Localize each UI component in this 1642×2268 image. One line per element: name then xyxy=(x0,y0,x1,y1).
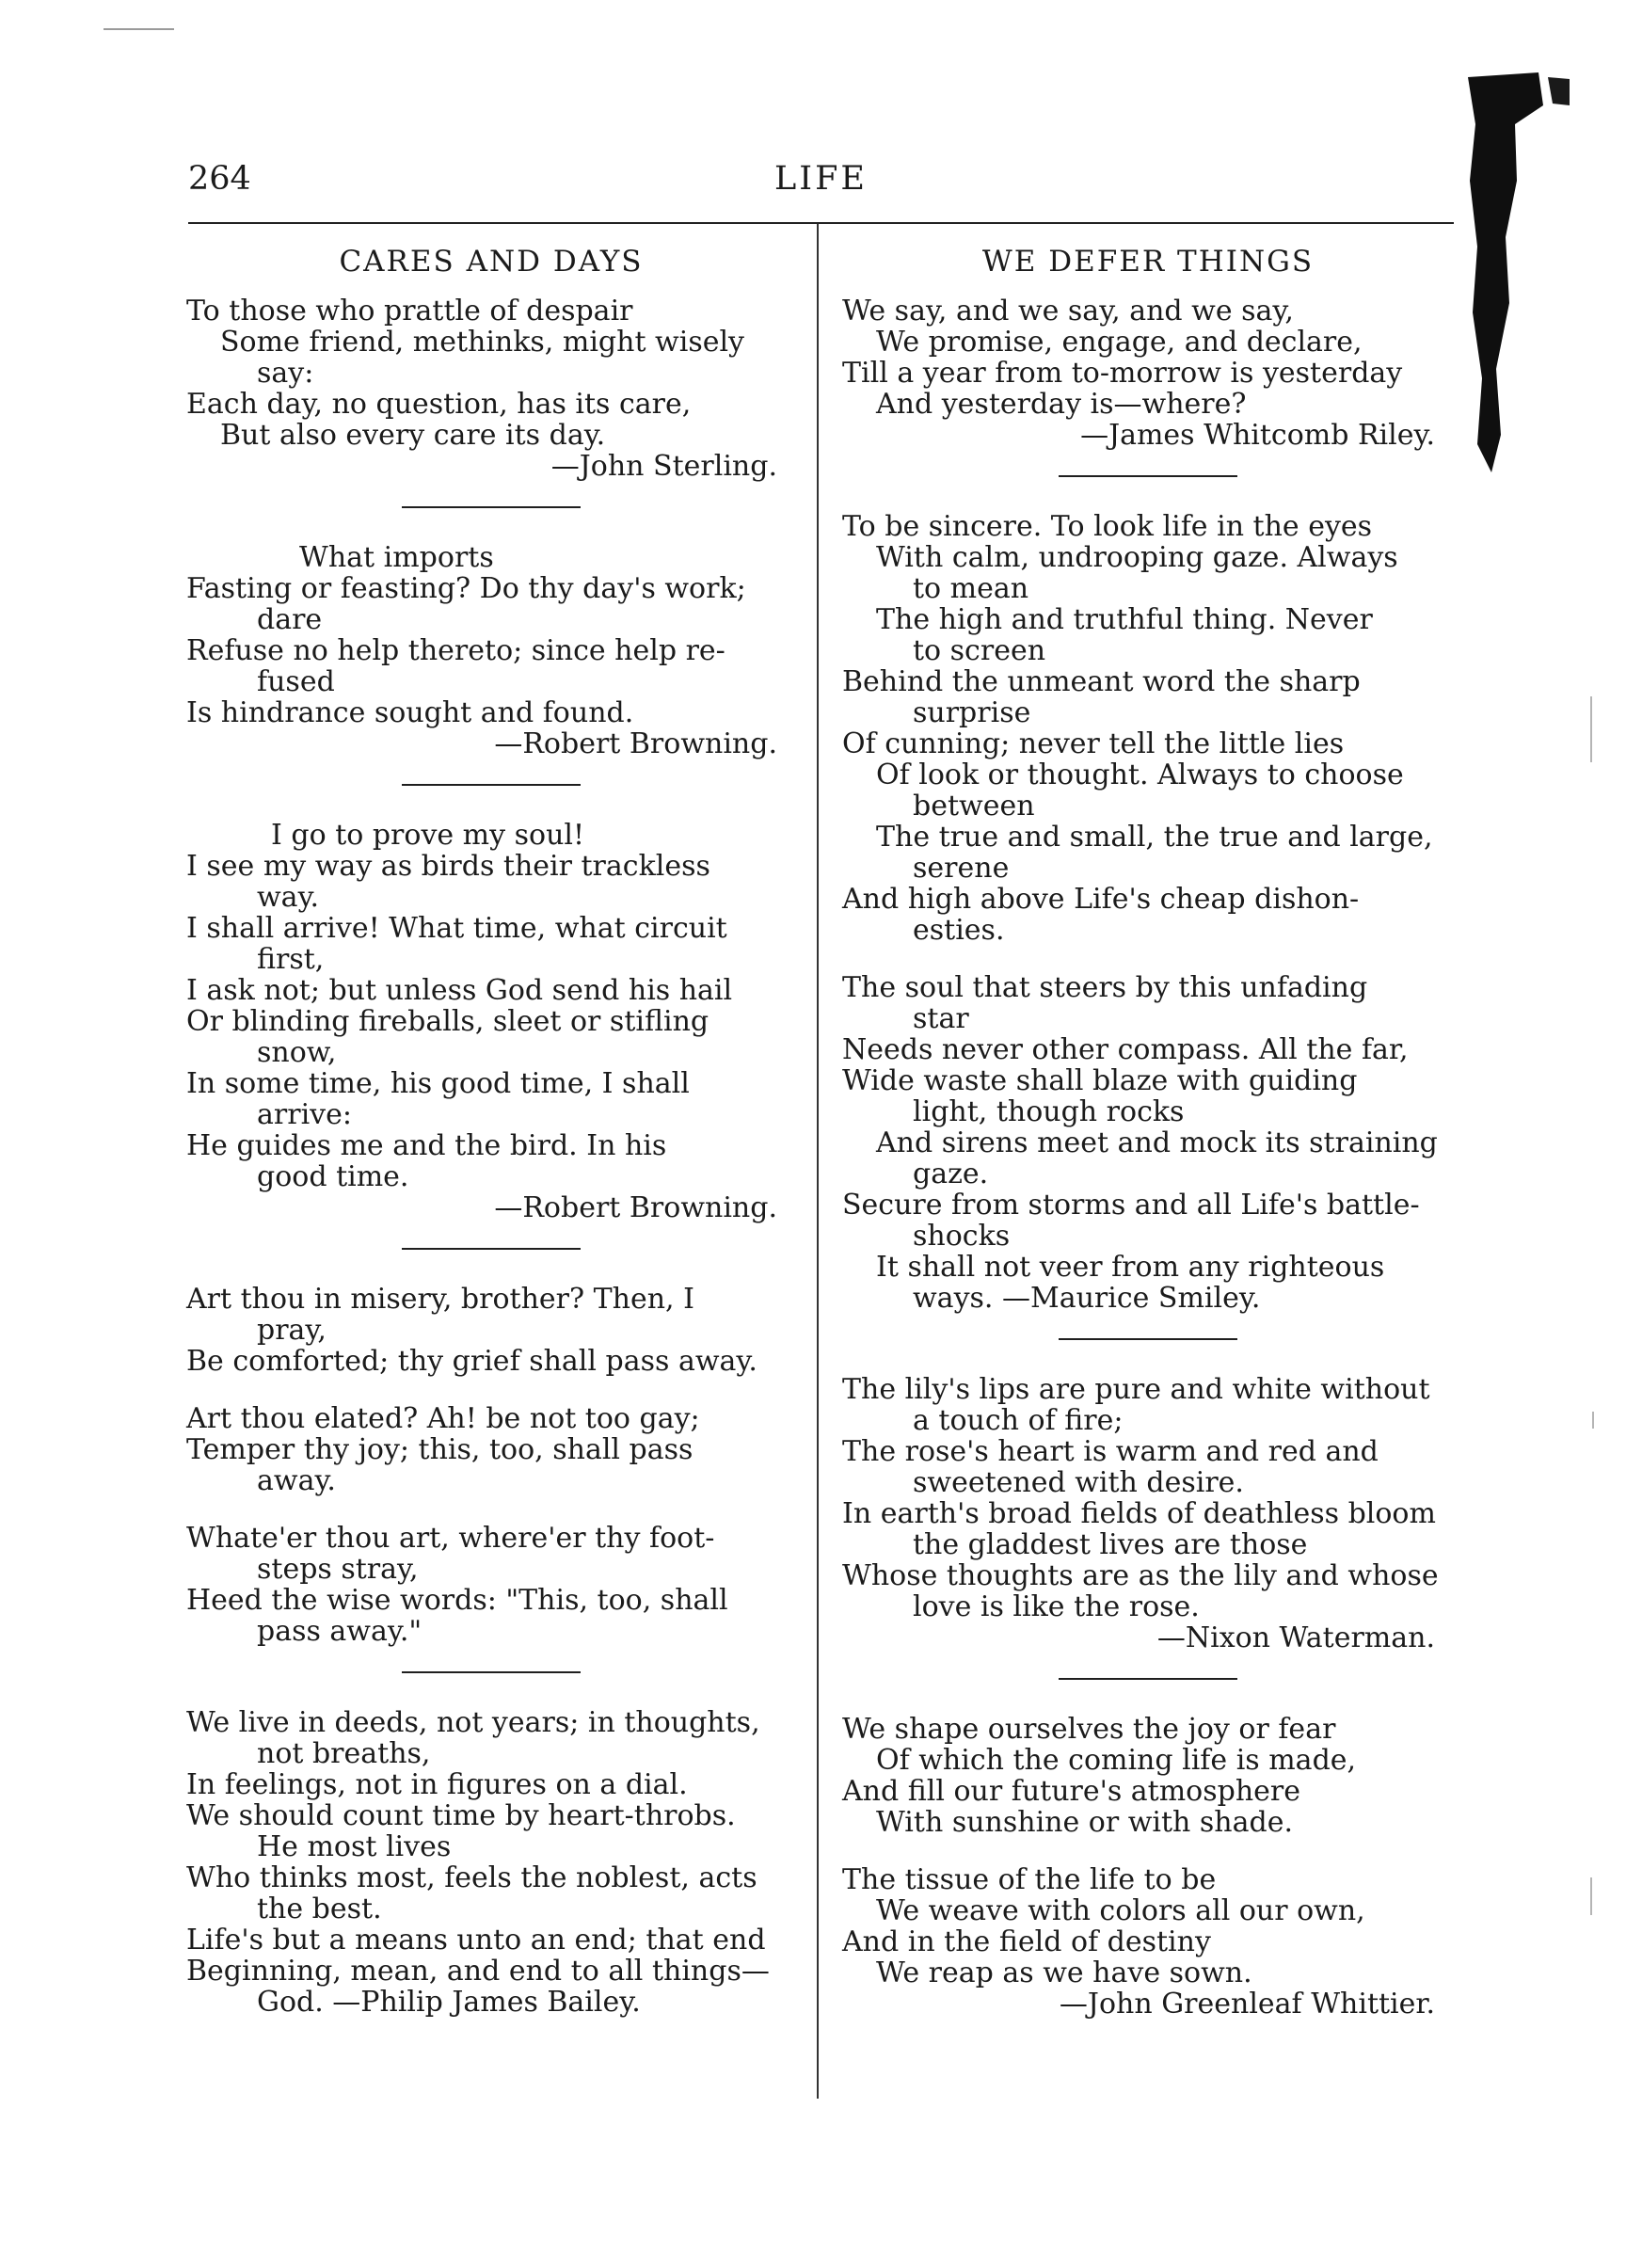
poem-line: Be comforted; thy grief shall pass away. xyxy=(186,1345,757,1378)
poem-line: Art thou in misery, brother? Then, I xyxy=(186,1283,694,1316)
poem-line: Is hindrance sought and found. xyxy=(186,696,634,729)
poem-line: In some time, his good time, I shall xyxy=(186,1067,690,1100)
poem-section xyxy=(186,820,796,1223)
stanza xyxy=(842,1714,1454,1838)
poem-section xyxy=(186,1284,796,1647)
poem-section xyxy=(186,245,796,482)
poem-line: In earth's broad fields of deathless bloom xyxy=(842,1497,1436,1530)
poem-line: arrive: xyxy=(257,1098,352,1131)
poem-line: We promise, engage, and declare, xyxy=(876,326,1363,359)
poem-line: a touch of fire; xyxy=(913,1404,1124,1437)
attribution: —John Sterling. xyxy=(550,450,777,483)
poem-line: Beginning, mean, and end to all things— xyxy=(186,1955,770,1988)
poem-line: Life's but a means unto an end; that end xyxy=(186,1924,766,1957)
stanza xyxy=(842,1864,1454,1988)
poem-line: And in the field of destiny xyxy=(842,1925,1211,1958)
poem-line: Whose thoughts are as the lily and whose xyxy=(842,1559,1439,1592)
section-heading: CARES AND DAYS xyxy=(339,245,644,279)
poem-line: pass away." xyxy=(257,1615,422,1648)
poem-line: say: xyxy=(257,357,314,390)
poem-line: I ask not; but unless God send his hail xyxy=(186,974,733,1007)
poem-line: Till a year from to-morrow is yesterday xyxy=(842,357,1403,390)
poem-line: God. —Philip James Bailey. xyxy=(257,1986,641,2019)
stanza xyxy=(186,1403,796,1496)
stanza-gap xyxy=(186,1496,796,1523)
page-header xyxy=(188,160,1454,216)
poem-line: star xyxy=(913,1002,969,1035)
margin-tick xyxy=(1592,1412,1594,1429)
poem-line: to screen xyxy=(913,634,1046,667)
poem-line: ways. —Maurice Smiley. xyxy=(913,1282,1261,1315)
section-heading: WE DEFER THINGS xyxy=(981,245,1315,279)
poem-line: Needs never other compass. All the far, xyxy=(842,1033,1409,1066)
section-separator xyxy=(402,506,581,508)
page-number: 264 xyxy=(188,160,251,198)
top-edge-line xyxy=(104,28,174,30)
poem-line: Temper thy joy; this, too, shall pass xyxy=(186,1433,693,1466)
section-separator xyxy=(402,784,581,786)
poem-line: We weave with colors all our own, xyxy=(876,1894,1365,1927)
poem-section xyxy=(842,1374,1454,1653)
poem-line: first, xyxy=(257,943,325,976)
stanza-gap xyxy=(186,1377,796,1403)
poem-line: serene xyxy=(913,852,1010,885)
poem-line: Of which the coming life is made, xyxy=(876,1744,1357,1777)
stanza xyxy=(186,542,796,728)
attribution: —Nixon Waterman. xyxy=(1156,1621,1435,1654)
left-column xyxy=(186,241,796,2018)
poem-line: esties. xyxy=(913,914,1005,947)
poem-section xyxy=(842,245,1454,451)
poem-line: And sirens meet and mock its straining xyxy=(876,1126,1438,1159)
poem-line: Heed the wise words: "This, too, shall xyxy=(186,1584,728,1617)
poem-line: the gladdest lives are those xyxy=(913,1528,1308,1561)
poem-line: pray, xyxy=(257,1314,327,1347)
poem-line: We live in deeds, not years; in thoughts, xyxy=(186,1706,760,1739)
poem-line: It shall not veer from any righteous xyxy=(876,1251,1385,1284)
stanza xyxy=(842,295,1454,420)
section-separator xyxy=(1059,1338,1237,1340)
stanza xyxy=(842,972,1454,1314)
section-separator xyxy=(402,1671,581,1673)
poem-line: We should count time by heart-throbs. xyxy=(186,1799,736,1832)
poem-line: And fill our future's atmosphere xyxy=(842,1775,1301,1808)
poem-line: The lily's lips are pure and white without xyxy=(842,1373,1430,1406)
poem-line: Or blinding fireballs, sleet or stifling xyxy=(186,1005,709,1038)
section-separator xyxy=(1059,475,1237,477)
column-divider xyxy=(817,224,819,2099)
poem-line: shocks xyxy=(913,1220,1011,1253)
poem-line: With sunshine or with shade. xyxy=(876,1806,1293,1839)
poem-line: The rose's heart is warm and red and xyxy=(842,1435,1379,1468)
running-title: LIFE xyxy=(774,160,868,198)
poem-line: light, though rocks xyxy=(913,1095,1185,1128)
stanza xyxy=(842,511,1454,946)
poem-line: gaze. xyxy=(913,1158,989,1190)
margin-tick xyxy=(1590,1877,1592,1915)
poem-line: With calm, undrooping gaze. Always xyxy=(876,541,1398,574)
right-column xyxy=(842,241,1454,2020)
poem-line: to mean xyxy=(913,572,1029,605)
poem-line: Some friend, methinks, might wisely xyxy=(220,326,745,359)
attribution: —James Whitcomb Riley. xyxy=(1080,419,1435,452)
poem-line: We say, and we say, and we say, xyxy=(842,295,1294,327)
poem-line: And yesterday is—where? xyxy=(876,388,1247,421)
poem-line: away. xyxy=(257,1464,336,1497)
poem-line: Fasting or feasting? Do thy day's work; xyxy=(186,572,746,605)
poem-line: And high above Life's cheap dishon- xyxy=(842,883,1360,916)
poem-line: The soul that steers by this unfading xyxy=(842,971,1368,1004)
poem-line: love is like the rose. xyxy=(913,1590,1200,1623)
stanza xyxy=(186,1707,796,2018)
poem-line: Behind the unmeant word the sharp xyxy=(842,665,1361,698)
stanza xyxy=(186,820,796,1192)
poem-section xyxy=(842,511,1454,1314)
poem-line: We reap as we have sown. xyxy=(876,1957,1252,1989)
poem-line: snow, xyxy=(257,1036,337,1069)
poem-line: Of look or thought. Always to choose xyxy=(876,759,1404,791)
poem-line: sweetened with desire. xyxy=(913,1466,1244,1499)
binding-edge-mark xyxy=(1449,68,1571,501)
poem-line: The true and small, the true and large, xyxy=(876,821,1433,854)
poem-line: Each day, no question, has its care, xyxy=(186,388,692,421)
stanza xyxy=(186,1523,796,1647)
attribution: —Robert Browning. xyxy=(494,727,777,760)
poem-line: Whate'er thou art, where'er thy foot- xyxy=(186,1522,715,1555)
poem-line: dare xyxy=(257,603,323,636)
stanza xyxy=(186,295,796,451)
poem-line: Who thinks most, feels the noblest, acts xyxy=(186,1861,757,1894)
poem-line: Of cunning; never tell the little lies xyxy=(842,727,1345,760)
poem-line: way. xyxy=(257,881,320,914)
stanza-gap xyxy=(842,946,1454,972)
attribution: —Robert Browning. xyxy=(494,1191,777,1224)
section-separator xyxy=(402,1248,581,1250)
poem-line: I shall arrive! What time, what circuit xyxy=(186,912,727,945)
poem-line: He guides me and the bird. In his xyxy=(186,1129,667,1162)
poem-line: To be sincere. To look life in the eyes xyxy=(842,510,1373,543)
poem-line: Secure from storms and all Life's battle- xyxy=(842,1189,1420,1222)
poem-line: not breaths, xyxy=(257,1737,431,1770)
poem-line: Refuse no help thereto; since help re- xyxy=(186,634,725,667)
stanza-gap xyxy=(842,1838,1454,1864)
poem-line: To those who prattle of despair xyxy=(186,295,633,327)
poem-line: We shape ourselves the joy or fear xyxy=(842,1713,1336,1746)
poem-line: good time. xyxy=(257,1160,409,1193)
poem-line: fused xyxy=(257,665,335,698)
attribution: —John Greenleaf Whittier. xyxy=(1059,1988,1435,2020)
poem-section xyxy=(842,1714,1454,2020)
poem-line: Wide waste shall blaze with guiding xyxy=(842,1064,1358,1097)
poem-line: surprise xyxy=(913,696,1031,729)
poem-line: I go to prove my soul! xyxy=(271,819,585,852)
poem-line: But also every care its day. xyxy=(220,419,606,452)
poem-line: The tissue of the life to be xyxy=(842,1863,1217,1896)
poem-line: The high and truthful thing. Never xyxy=(876,603,1373,636)
poem-section xyxy=(186,542,796,759)
section-separator xyxy=(1059,1678,1237,1680)
poem-line: He most lives xyxy=(257,1830,452,1863)
margin-tick xyxy=(1590,696,1592,762)
poem-section xyxy=(186,1707,796,2018)
header-rule xyxy=(188,222,1454,224)
stanza xyxy=(186,1284,796,1377)
poem-line: Art thou elated? Ah! be not too gay; xyxy=(186,1402,700,1435)
stanza xyxy=(842,1374,1454,1622)
poem-line: In feelings, not in figures on a dial. xyxy=(186,1768,688,1801)
poem-line: I see my way as birds their trackless xyxy=(186,850,710,883)
poem-line: What imports xyxy=(299,541,494,574)
poem-line: the best. xyxy=(257,1893,382,1925)
poem-line: between xyxy=(913,790,1035,823)
poem-line: steps stray, xyxy=(257,1553,419,1586)
